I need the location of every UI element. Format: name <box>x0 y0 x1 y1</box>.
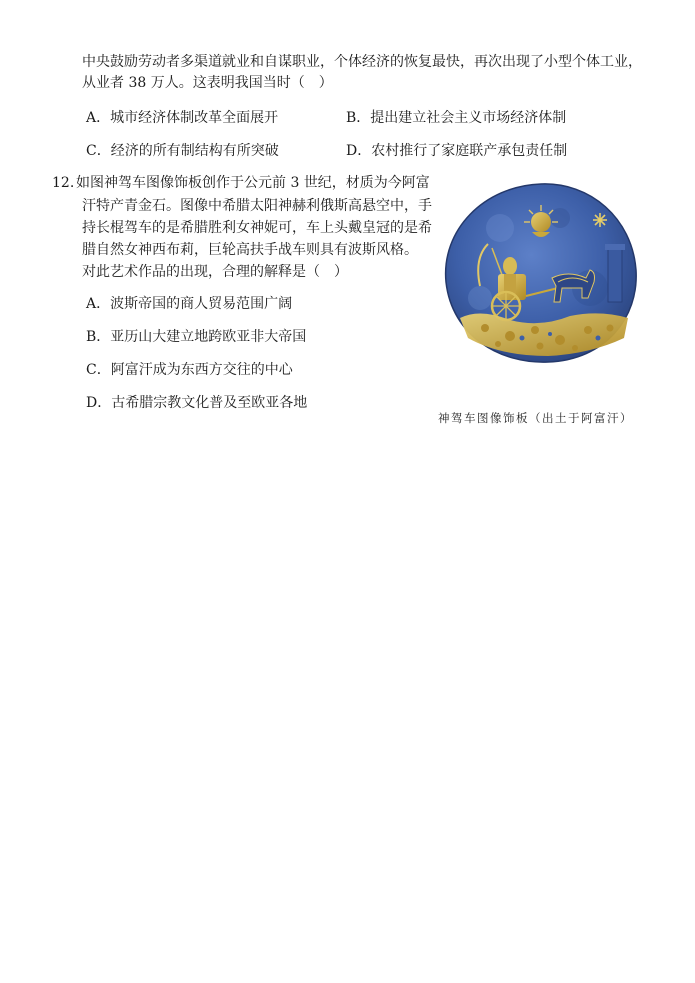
q11-option-d: D．农村推行了家庭联产承包责任制 <box>346 143 568 159</box>
q12-stem-line-1: 如图神驾车图像饰板创作于公元前 3 世纪，材质为今阿富 <box>76 175 430 191</box>
figure-caption: 神驾车图像饰板（出土于阿富汗） <box>438 411 633 425</box>
q11-stem-line-1: 中央鼓励劳动者多渠道就业和自谋职业，个体经济的恢复最快，再次出现了小型个体工业， <box>82 54 642 70</box>
q11-option-a: A．城市经济体制改革全面展开 <box>86 110 279 126</box>
q12-stem-line-4: 腊自然女神西布莉，巨轮高扶手战车则具有波斯风格。 <box>82 242 418 258</box>
q12-option-d: D．古希腊宗教文化普及至欧亚各地 <box>86 395 308 411</box>
q12-option-a: A．波斯帝国的商人贸易范围广阔 <box>86 296 293 312</box>
q11-stem-line-2: 从业者 38 万人。这表明我国当时（ ） <box>82 75 333 91</box>
q12-stem-line-2: 汗特产青金石。图像中希腊太阳神赫利俄斯高悬空中，手 <box>82 198 432 214</box>
q11-option-c: C．经济的所有制结构有所突破 <box>86 143 279 159</box>
q12-option-c: C．阿富汗成为东西方交往的中心 <box>86 362 293 378</box>
q12-number: 12. <box>52 175 75 191</box>
q11-option-b: B．提出建立社会主义市场经济体制 <box>346 110 567 126</box>
q12-stem-line-5: 对此艺术作品的出现，合理的解释是（ ） <box>82 264 348 280</box>
q12-option-b: B．亚历山大建立地跨欧亚非大帝国 <box>86 329 307 345</box>
chariot-plaque-image <box>440 178 642 366</box>
q12-stem-line-3: 持长棍驾车的是希腊胜利女神妮可，车上头戴皇冠的是希 <box>82 220 432 236</box>
